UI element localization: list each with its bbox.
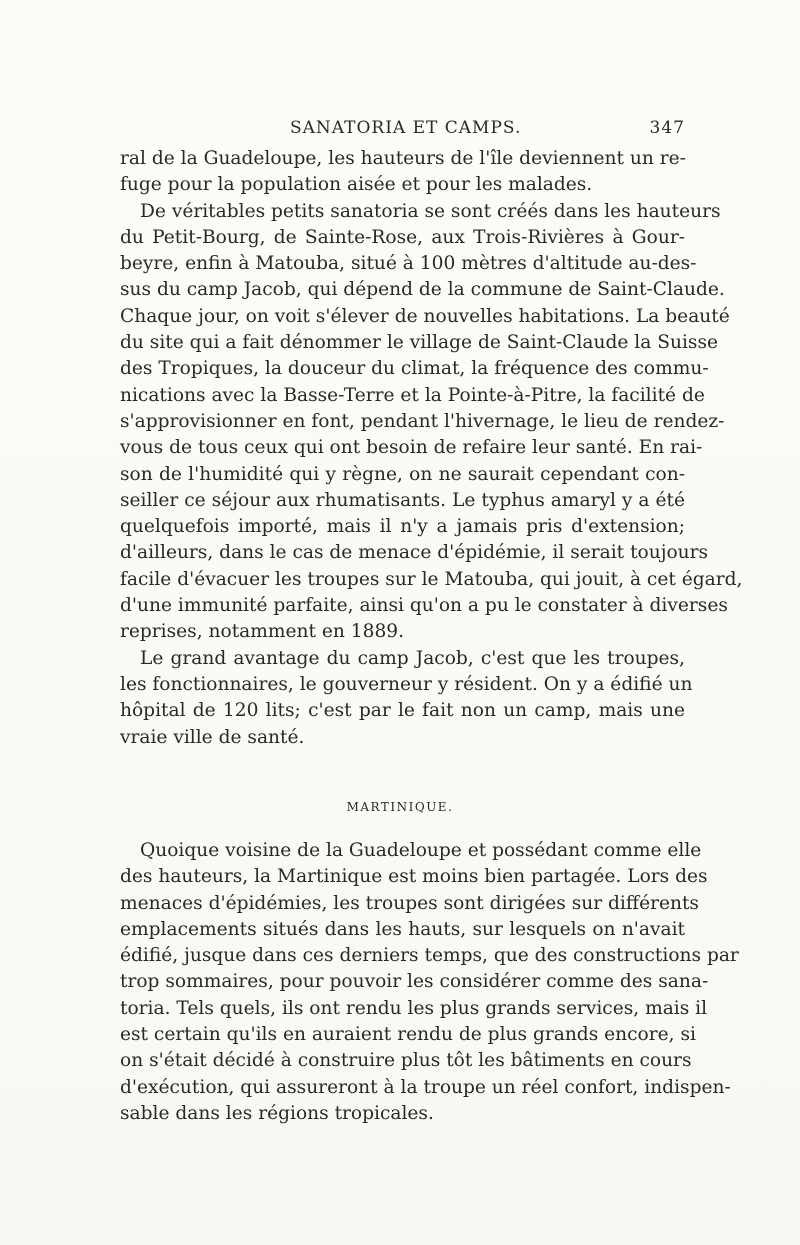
text-line: d'ailleurs, dans le cas de menace d'épidémie, il serait toujours (120, 542, 709, 564)
text-line: nications avec la Basse-Terre et la Pointe-à-Pitre, la facilité de (120, 384, 705, 406)
text-line: Chaque jour, on voit s'élever de nouvelles habitations. La beauté (120, 305, 730, 327)
text-line: sus du camp Jacob, qui dépend de la commune de Saint-Claude. (120, 279, 725, 301)
paragraph-2 (120, 199, 743, 646)
paragraph-4 (120, 838, 739, 1127)
text-line: facile d'évacuer les troupes sur le Matouba, qui jouit, à cet égard, (120, 568, 743, 590)
text-line: ral de la Guadeloupe, les hauteurs de l'île deviennent un re- (120, 148, 686, 169)
text-line: beyre, enfin à Matouba, situé à 100 mètres d'altitude au-des- (120, 253, 697, 275)
section-title: MARTINIQUE. (346, 800, 454, 814)
paragraph-1 (120, 146, 685, 199)
text-line: d'une immunité parfaite, ainsi qu'on a pu le constater à diverses (120, 595, 728, 617)
text-line: son de l'humidité qui y règne, on ne saurait cependant con- (120, 463, 685, 485)
text-line: édifié, jusque dans ces derniers temps, que des constructions par (120, 945, 739, 967)
text-line: d'exécution, qui assureront à la troupe un réel confort, indispen- (120, 1076, 731, 1098)
text-line: on s'était décidé à construire plus tôt les bâtiments en cours (120, 1050, 692, 1072)
text-line: seiller ce séjour aux rhumatisants. Le typhus amaryl y a été (120, 489, 685, 511)
paragraph-3 (120, 646, 693, 751)
text-line: trop sommaires, pour pouvoir les considérer comme des sana- (120, 971, 709, 993)
text-line: Quoique voisine de la Guadeloupe et possédant comme elle (140, 840, 702, 861)
text-line: s'approvisionner en font, pendant l'hivernage, le lieu de rendez- (120, 410, 725, 432)
text-line: du Petit-Bourg, de Sainte-Rose, aux Trois-Rivières à Gour- (120, 226, 685, 248)
text-line: sable dans les régions tropicales. (120, 1102, 434, 1124)
text-line: hôpital de 120 lits; c'est par le fait non un camp, mais une (120, 700, 685, 722)
text-line: toria. Tels quels, ils ont rendu les plus grands services, mais il (120, 997, 708, 1019)
text-line: reprises, notamment en 1889. (120, 621, 405, 643)
text-line: De véritables petits sanatoria se sont créés dans les hauteurs (140, 200, 721, 222)
text-line: les fonctionnaires, le gouverneur y résident. On y a édifié un (120, 673, 693, 695)
text-line: du site qui a fait dénommer le village de Saint-Claude la Suisse (120, 332, 718, 354)
text-line: est certain qu'ils en auraient rendu de plus grands encore, si (120, 1024, 696, 1046)
text-line: vraie ville de santé. (120, 726, 305, 748)
text-line: fuge pour la population aisée et pour les malades. (120, 174, 593, 196)
page-number: 347 (649, 118, 685, 138)
text-line: Le grand avantage du camp Jacob, c'est que les troupes, (140, 647, 685, 669)
running-title: SANATORIA ET CAMPS. (290, 118, 522, 138)
text-line: quelquefois importé, mais il n'y a jamais pris d'extension; (120, 516, 685, 538)
text-line: menaces d'épidémies, les troupes sont dirigées sur différents (120, 892, 699, 914)
running-header (120, 118, 685, 142)
text-line: emplacements situés dans les hauts, sur lesquels on n'avait (120, 918, 685, 940)
text-line: des hauteurs, la Martinique est moins bien partagée. Lors des (120, 866, 708, 888)
text-line: vous de tous ceux qui ont besoin de refaire leur santé. En rai- (120, 437, 703, 459)
text-line: des Tropiques, la douceur du climat, la fréquence des commu- (120, 358, 709, 380)
